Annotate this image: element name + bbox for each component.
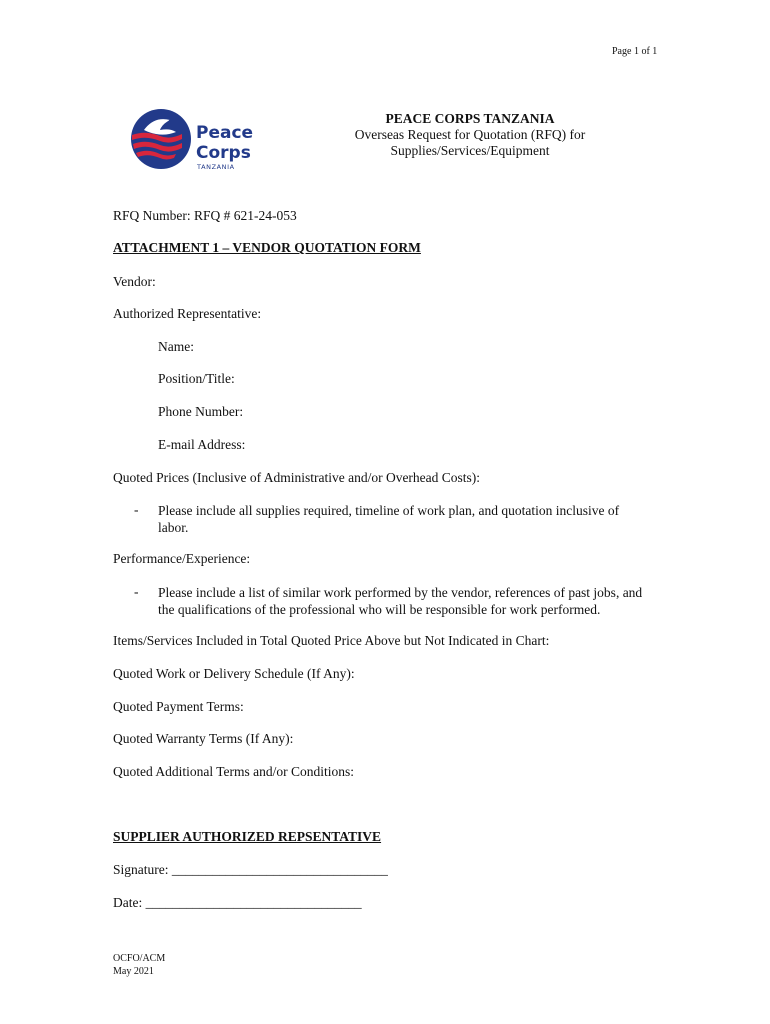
- warranty-terms-label: Quoted Warranty Terms (If Any):: [113, 731, 294, 746]
- email-label: E-mail Address:: [158, 437, 246, 452]
- logo-word-tanzania: TANZANIA: [197, 163, 235, 171]
- dove-flag-emblem-icon: [130, 108, 255, 174]
- document-title: PEACE CORPS TANZANIA: [385, 111, 555, 126]
- performance-label: Performance/Experience:: [113, 551, 251, 566]
- peace-corps-logo: [130, 108, 255, 174]
- document-subtitle-line1: Overseas Request for Quotation (RFQ) for: [354, 127, 586, 142]
- rfq-number: RFQ Number: RFQ # 621-24-053: [113, 208, 297, 223]
- page-number: Page 1 of 1: [612, 46, 658, 57]
- footer-date: May 2021: [113, 966, 154, 977]
- authorized-rep-label: Authorized Representative:: [113, 306, 262, 321]
- document-subtitle-line2: Supplies/Services/Equipment: [390, 143, 550, 158]
- logo-word-peace: Peace: [196, 123, 254, 143]
- quoted-prices-bullet: Please include all supplies required, timeline of work plan, and quotation inclusive of labor.: [158, 503, 620, 535]
- bullet-dash: -: [134, 584, 139, 599]
- footer-office: OCFO/ACM: [113, 953, 166, 964]
- payment-terms-label: Quoted Payment Terms:: [113, 699, 244, 714]
- date-line: Date: ________________________________: [113, 895, 362, 910]
- quoted-prices-label: Quoted Prices (Inclusive of Administrative and/or Overhead Costs):: [113, 470, 481, 485]
- position-label: Position/Title:: [158, 371, 235, 386]
- vendor-label: Vendor:: [113, 274, 156, 289]
- signature-line: Signature: ________________________________: [113, 862, 388, 877]
- schedule-label: Quoted Work or Delivery Schedule (If Any):: [113, 666, 355, 681]
- supplier-heading: SUPPLIER AUTHORIZED REPSENTATIVE: [113, 829, 382, 844]
- attachment-heading: ATTACHMENT 1 – VENDOR QUOTATION FORM: [113, 240, 421, 255]
- bullet-dash: -: [134, 502, 139, 517]
- logo-word-corps: Corps: [196, 143, 251, 163]
- name-label: Name:: [158, 339, 194, 354]
- performance-bullet: Please include a list of similar work performed by the vendor, references of past jobs, and the qualifications of the professional who will be responsible for work performed.: [158, 585, 643, 617]
- phone-label: Phone Number:: [158, 404, 244, 419]
- items-services-label: Items/Services Included in Total Quoted Price Above but Not Indicated in Chart:: [113, 633, 550, 648]
- additional-terms-label: Quoted Additional Terms and/or Conditions:: [113, 764, 355, 779]
